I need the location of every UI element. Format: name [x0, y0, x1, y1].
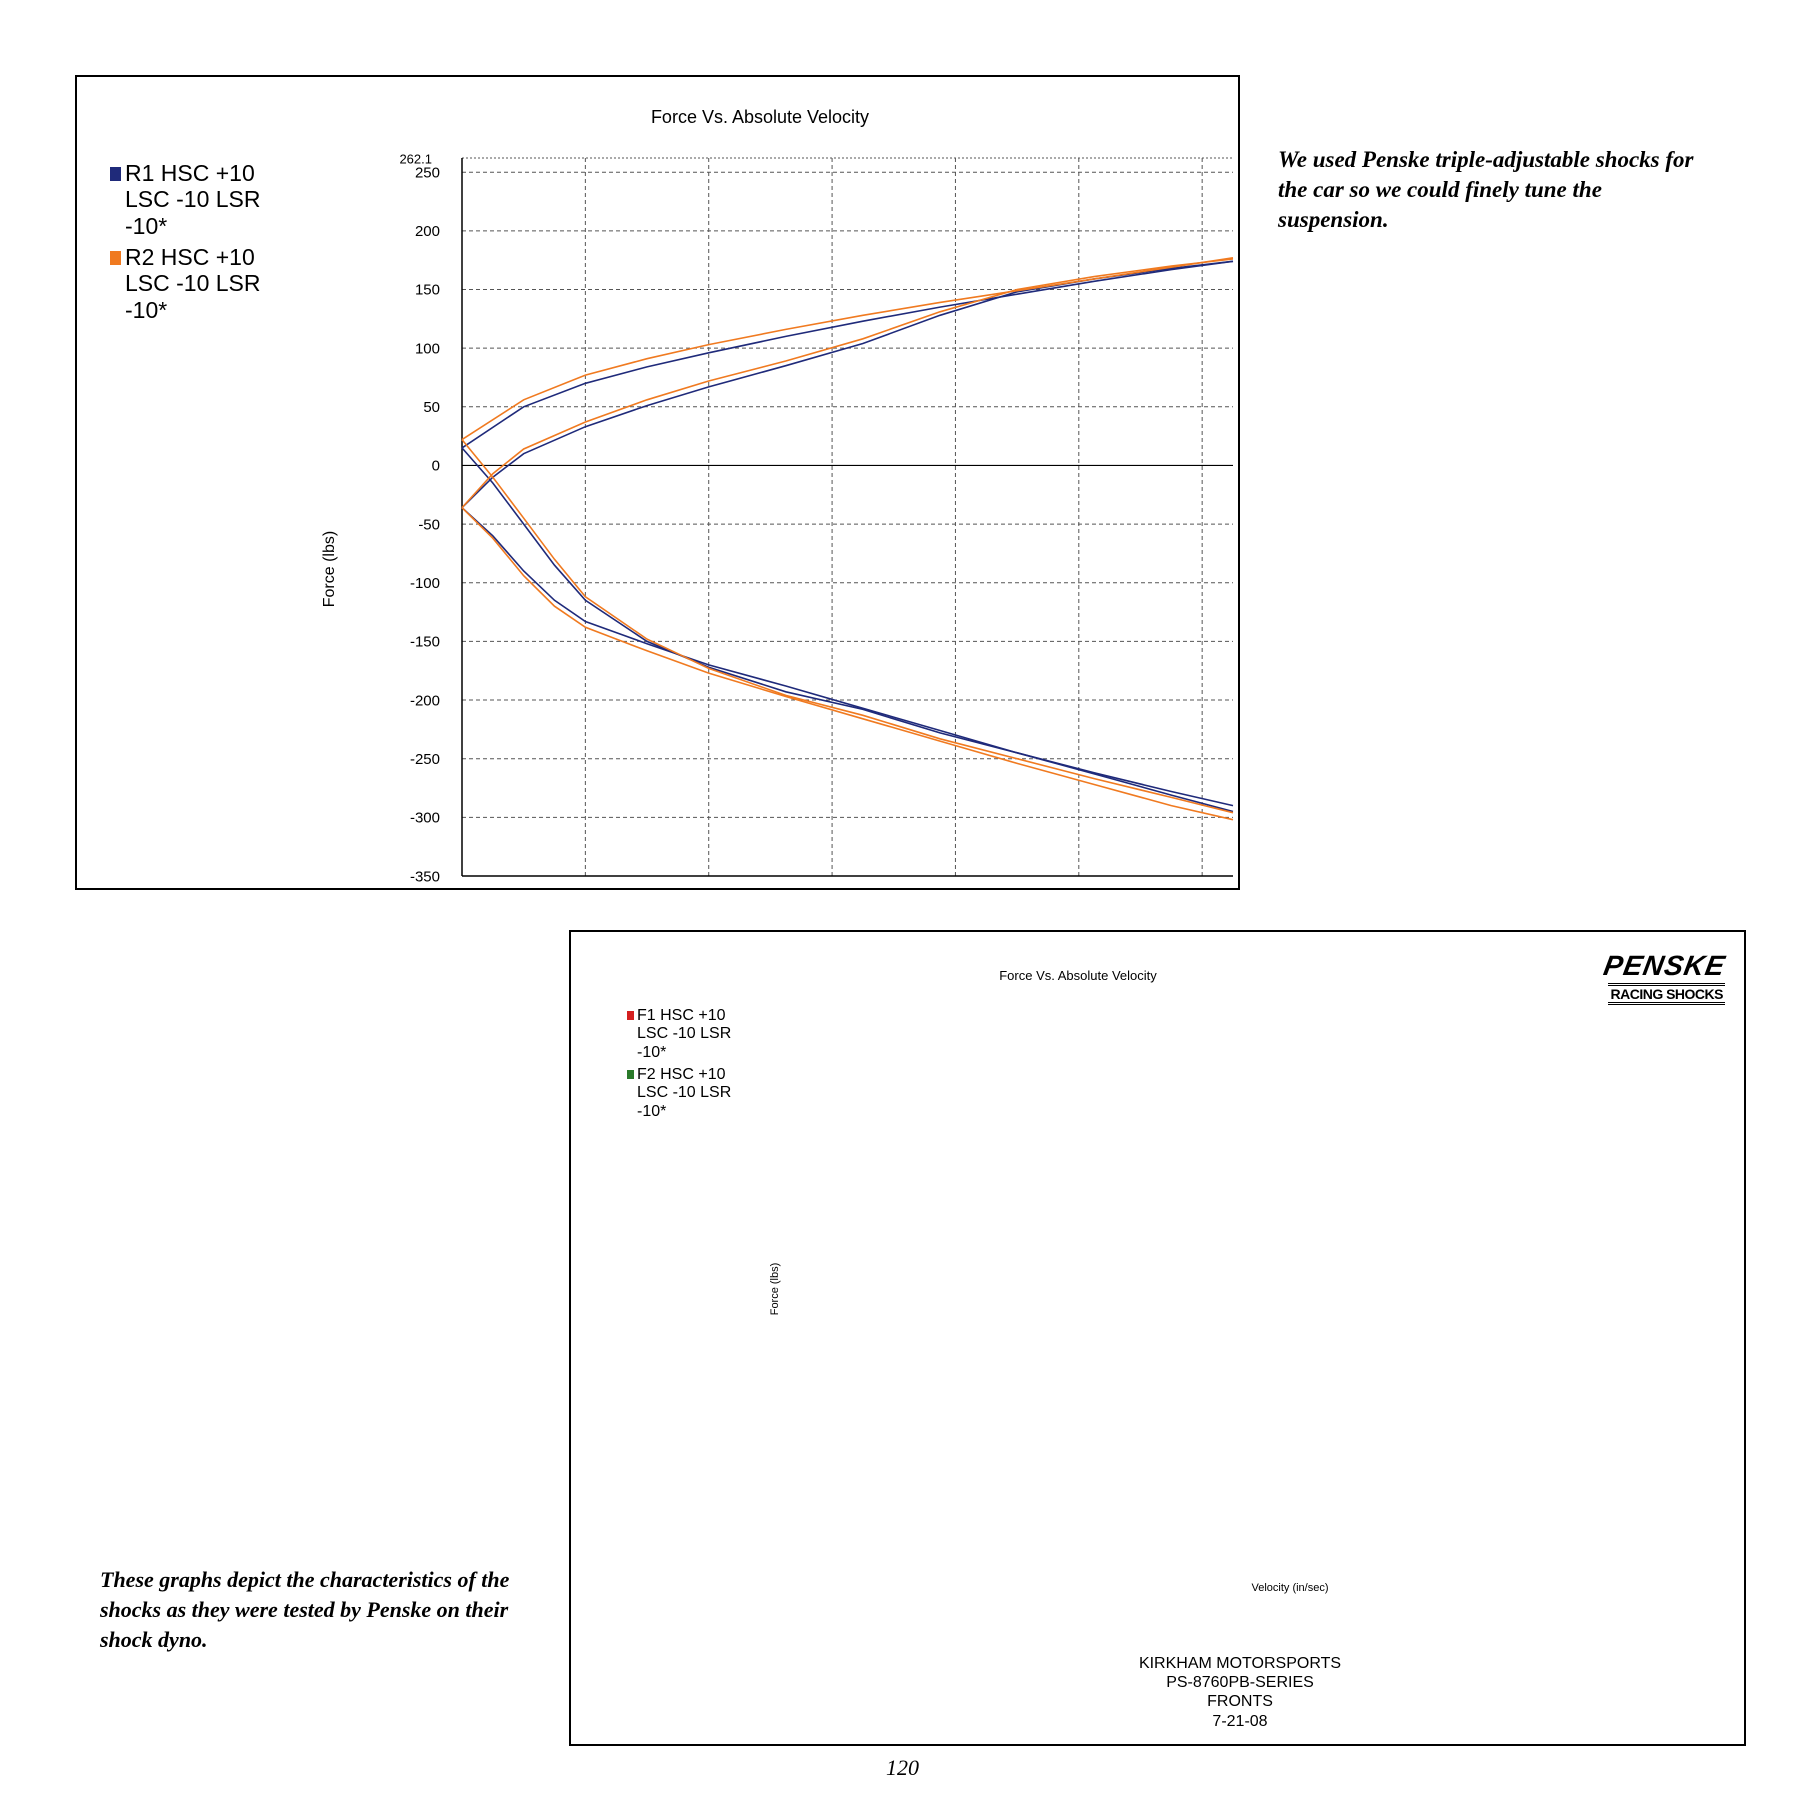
top-legend-label-r2: R2 HSC +10 LSC -10 LSR -10*	[125, 244, 261, 323]
top-chart-y-tick-label: -100	[409, 574, 440, 592]
bottom-chart-frame	[569, 930, 1746, 1746]
top-chart-y-max-label: 262.1	[399, 151, 432, 167]
top-chart-series-2-curve	[462, 508, 1233, 820]
top-legend-label-r1: R1 HSC +10 LSC -10 LSR -10*	[125, 160, 261, 239]
top-chart-series-1-curve	[462, 261, 1233, 507]
top-chart-y-tick-label: -150	[409, 633, 440, 651]
top-chart-y-tick-label: -250	[409, 750, 440, 768]
top-chart-y-tick-label: 150	[414, 281, 440, 299]
penske-logo	[1520, 950, 1728, 1005]
test-info-part: PS-8760PB-SERIES	[1166, 1674, 1314, 1692]
top-chart-y-tick-label: 100	[414, 340, 440, 358]
bottom-legend-swatch-f1	[627, 1011, 634, 1020]
test-info-block	[1060, 1654, 1420, 1731]
top-chart-y-tick-label: 200	[414, 223, 440, 241]
top-chart-series-1-curve	[462, 448, 1233, 806]
bottom-y-axis-label: Force (lbs)	[769, 1262, 781, 1316]
top-right-caption: We used Penske triple-adjustable shocks for the car so we could finely tune the suspension.	[1278, 147, 1694, 232]
top-chart-series-2-curve	[462, 440, 1233, 813]
page-number: 120	[886, 1755, 919, 1780]
penske-logo-sub: RACING SHOCKS	[1608, 983, 1725, 1005]
bottom-legend-swatch-f2	[627, 1070, 634, 1079]
top-chart-y-tick-label: -50	[418, 516, 440, 534]
top-chart-y-tick-label: 0	[431, 457, 440, 475]
top-chart-y-tick-label: 50	[423, 399, 440, 417]
top-chart-y-tick-label: 250	[414, 164, 440, 182]
top-y-axis-label: Force (lbs)	[321, 530, 338, 608]
top-chart-y-tick-label: -300	[409, 809, 440, 827]
bottom-chart-title: Force Vs. Absolute Velocity	[999, 968, 1157, 983]
top-chart-title: Force Vs. Absolute Velocity	[650, 107, 870, 127]
bottom-legend-label-f2: F2 HSC +10 LSC -10 LSR -10*	[637, 1066, 732, 1120]
bottom-legend-item-f2	[627, 1066, 731, 1121]
top-chart-y-tick-label: -350	[409, 868, 440, 886]
top-chart-y-tick-label: -200	[409, 692, 440, 710]
test-info-team: KIRKHAM MOTORSPORTS	[1138, 1655, 1342, 1672]
penske-logo-main: PENSKE	[1601, 950, 1728, 981]
bottom-legend-item-f1	[627, 1007, 731, 1062]
test-info-position: FRONTS	[1207, 1693, 1273, 1711]
top-chart-series-1-curve	[462, 508, 1233, 812]
test-info-date: 7-21-08	[1212, 1712, 1268, 1730]
top-chart-series-2-curve	[462, 259, 1233, 508]
bottom-legend-label-f1: F1 HSC +10 LSC -10 LSR -10*	[637, 1007, 732, 1061]
bottom-left-caption: These graphs depict the characteristics of the shocks as they were tested by Penske on their shock dyno.	[100, 1567, 510, 1652]
bottom-x-axis-label: Velocity (in/sec)	[1251, 1582, 1329, 1594]
